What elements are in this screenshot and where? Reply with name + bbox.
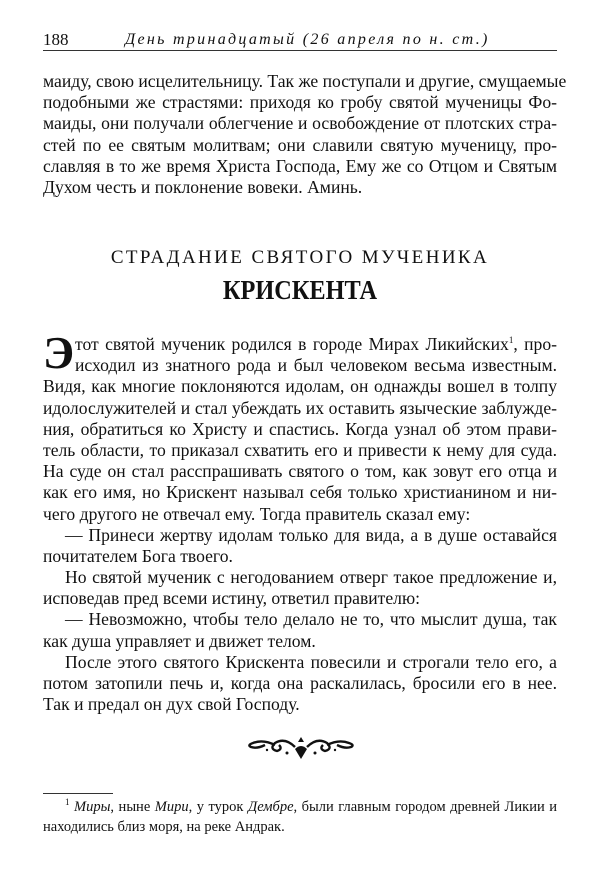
text-line: Но святой мученик с негодованием отверг такое предложение и,: [65, 567, 557, 588]
text-line: [43, 334, 557, 355]
chapter-title-subtitle: СТРАДАНИЕ СВЯТОГО МУЧЕНИКА: [110, 247, 490, 268]
running-title: День тринадцатый (26 апреля по н. ст.): [125, 31, 490, 48]
footnote: [43, 797, 557, 837]
ornament-icon: [245, 733, 357, 763]
running-header: [43, 29, 557, 51]
footnote-line: [43, 797, 557, 817]
footnote-text: , ныне: [110, 799, 155, 815]
text-line: подобными же страстями: приходя ко гробу святой мученицы Фо-: [43, 92, 557, 113]
text-line: чего другого не отвечал ему. Тогда правитель сказал ему:: [43, 503, 471, 524]
text-line: ния, обратиться ко Христу и спастись. Когда узнал об этом прави-: [43, 418, 557, 439]
text-line: почитателем Бога твоего.: [43, 545, 233, 566]
text-line: После этого святого Крискента повесили и строгали тело его, а: [65, 651, 557, 672]
text-line: потом затопили печь и, когда она раскалилась, бросили его в нее.: [43, 673, 557, 693]
text-line: славляя в то же время Христа Господа, Ему же со Отцом и Святым: [43, 155, 557, 176]
page-number: 188: [43, 30, 69, 49]
footnote-text: , у турок: [188, 799, 248, 815]
first-line-text: тот святой мученик родился в городе Мирах Ликийских: [75, 334, 509, 354]
text-line: тель области, то приказал схватить его и привести к нему для суда.: [43, 439, 557, 460]
text-line: — Невозможно, чтобы тело делало не то, что мыслит душа, так: [65, 609, 557, 630]
footnote-mark: 1: [65, 797, 70, 808]
chapter-title-name: КРИСКЕНТА: [222, 275, 378, 305]
footnote-term: Миры: [74, 799, 111, 815]
text-line: исповедав пред всеми истину, ответил правителю:: [43, 588, 420, 609]
first-line-end: , про-: [513, 334, 558, 354]
paragraph-continuation: [43, 71, 567, 198]
text-line: — Принеси жертву идолам только для вида, а в душе оставайся: [65, 524, 557, 545]
text-line: идолослужителей и стал убеждать их оставить языческие заблужде-: [43, 397, 557, 418]
text-line: На суде он стал расспрашивать святого о том, как зовут его отца и: [43, 461, 557, 482]
text-line: как душа управляет и движет телом.: [43, 630, 316, 651]
text-line: стей по ее святым молитвам; они славили святую мученицу, про-: [43, 134, 557, 155]
drop-cap: Э: [43, 327, 75, 378]
footnote-line: находились близ моря, на реке Андрак.: [43, 819, 285, 835]
footnote-divider: [43, 793, 113, 794]
footnote-term: Мири: [154, 799, 189, 815]
text-line: маиды, они получали облегчение и освобождение от плотских стра-: [43, 113, 557, 134]
text-line: исходил из знатного рода и был человеком весьма известным.: [75, 355, 557, 376]
footnote-text: , были главным городом древней Ликии и: [293, 799, 557, 815]
text-line: Духом честь и поклонение вовеки. Аминь.: [43, 176, 363, 197]
text-line: как его имя, но Крискент называл себя только христианином и ни-: [43, 482, 557, 503]
footnote-term: Дембре: [247, 799, 294, 815]
text-line: Видя, как многие поклоняются идолам, он однажды вошел в толпу: [43, 376, 557, 397]
text-line: маиду, свою исцелительницу. Так же поступали и другие, смущаемые: [43, 71, 567, 91]
text-line: Так и предал он дух свой Господу.: [43, 694, 300, 715]
footnote-ref[interactable]: 1: [508, 335, 514, 346]
story-text: [43, 334, 557, 715]
